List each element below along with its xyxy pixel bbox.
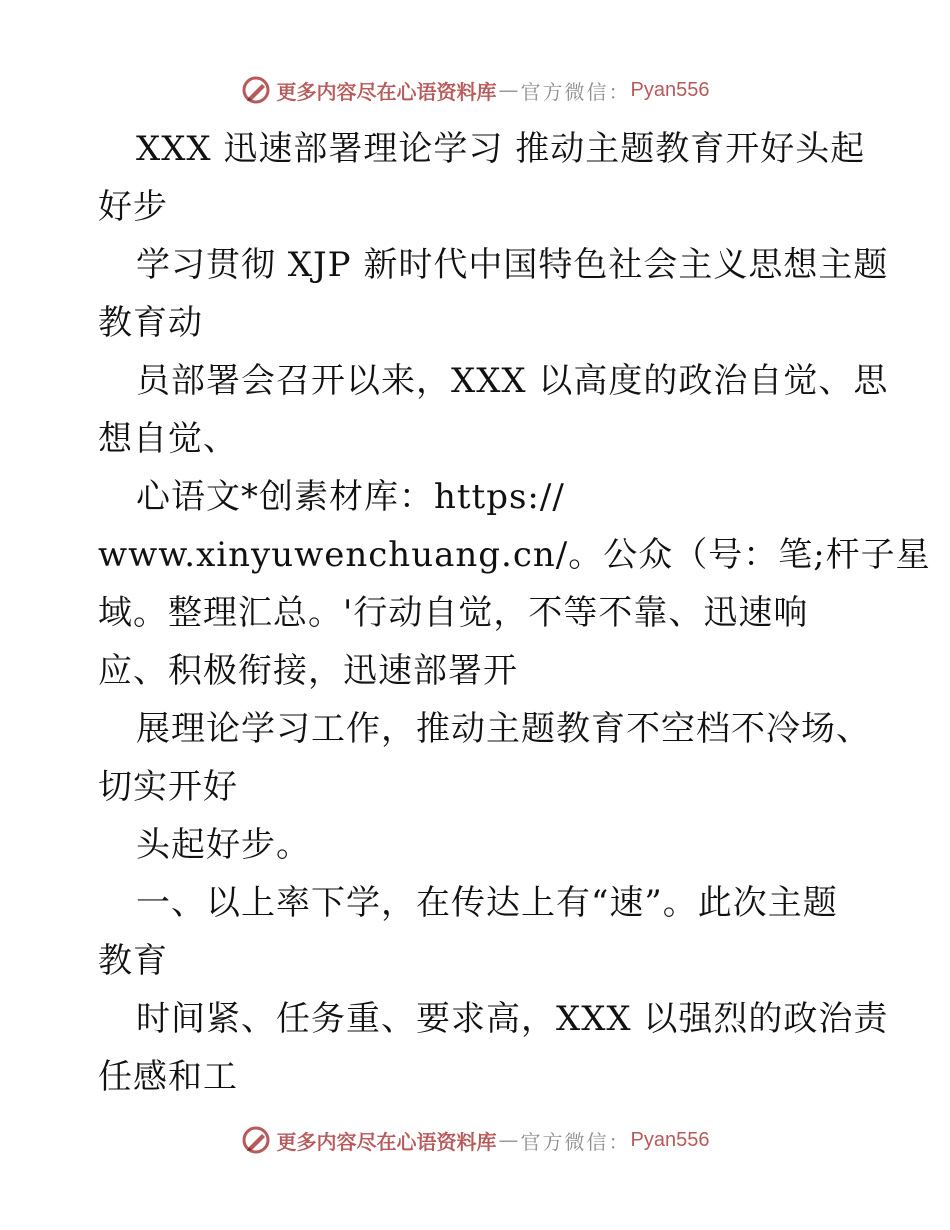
paragraph-line: 应、积极衔接，迅速部署开 bbox=[98, 651, 518, 691]
paragraph-line: 教育 bbox=[98, 941, 168, 981]
paragraph-line: 头起好步。 bbox=[136, 825, 311, 865]
paragraph-line: 想自觉、 bbox=[98, 419, 238, 459]
paragraph-line: 任感和工 bbox=[98, 1057, 238, 1097]
paragraph-line: 时间紧、任务重、要求高，XXX 以强烈的政治责 bbox=[136, 999, 889, 1039]
paragraph-line: 员部署会召开以来，XXX 以高度的政治自觉、思 bbox=[136, 361, 889, 401]
paragraph-line: 教育动 bbox=[98, 303, 203, 343]
banner-main-text: 更多内容尽在心语资料库 bbox=[276, 1129, 497, 1154]
header-banner bbox=[0, 70, 950, 110]
paragraph-line: 域。整理汇总。'行动自觉，不等不靠、迅速响 bbox=[98, 593, 809, 633]
paragraph-line: 学习贯彻 XJP 新时代中国特色社会主义思想主题 bbox=[136, 245, 889, 285]
banner-official-label: 官方微信： bbox=[520, 1129, 631, 1154]
banner-official-label: 官方微信： bbox=[520, 79, 631, 104]
title-line-1: XXX 迅速部署理论学习 推动主题教育开好头起 bbox=[136, 129, 866, 169]
title-line-2: 好步 bbox=[98, 187, 168, 227]
footer-banner bbox=[0, 1120, 950, 1160]
banner-separator: — bbox=[498, 1128, 519, 1152]
paragraph-line: www.xinyuwenchuang.cn/。公众（号：笔;杆子星 bbox=[98, 535, 931, 575]
banner-wechat-id: Pyan556 bbox=[630, 1128, 710, 1151]
banner-main-text: 更多内容尽在心语资料库 bbox=[276, 79, 497, 104]
pen-logo-icon bbox=[241, 1125, 271, 1155]
paragraph-line: 心语文*创素材库：https:// bbox=[136, 477, 565, 517]
section-heading-line: 一、以上率下学，在传达上有“速”。此次主题 bbox=[136, 883, 838, 923]
banner-separator: — bbox=[498, 78, 519, 102]
pen-logo-icon bbox=[241, 75, 271, 105]
banner-wechat-id: Pyan556 bbox=[630, 78, 710, 101]
document-body bbox=[98, 120, 931, 1106]
paragraph-line: 切实开好 bbox=[98, 767, 238, 807]
paragraph-line: 展理论学习工作，推动主题教育不空档不冷场、 bbox=[136, 709, 871, 749]
